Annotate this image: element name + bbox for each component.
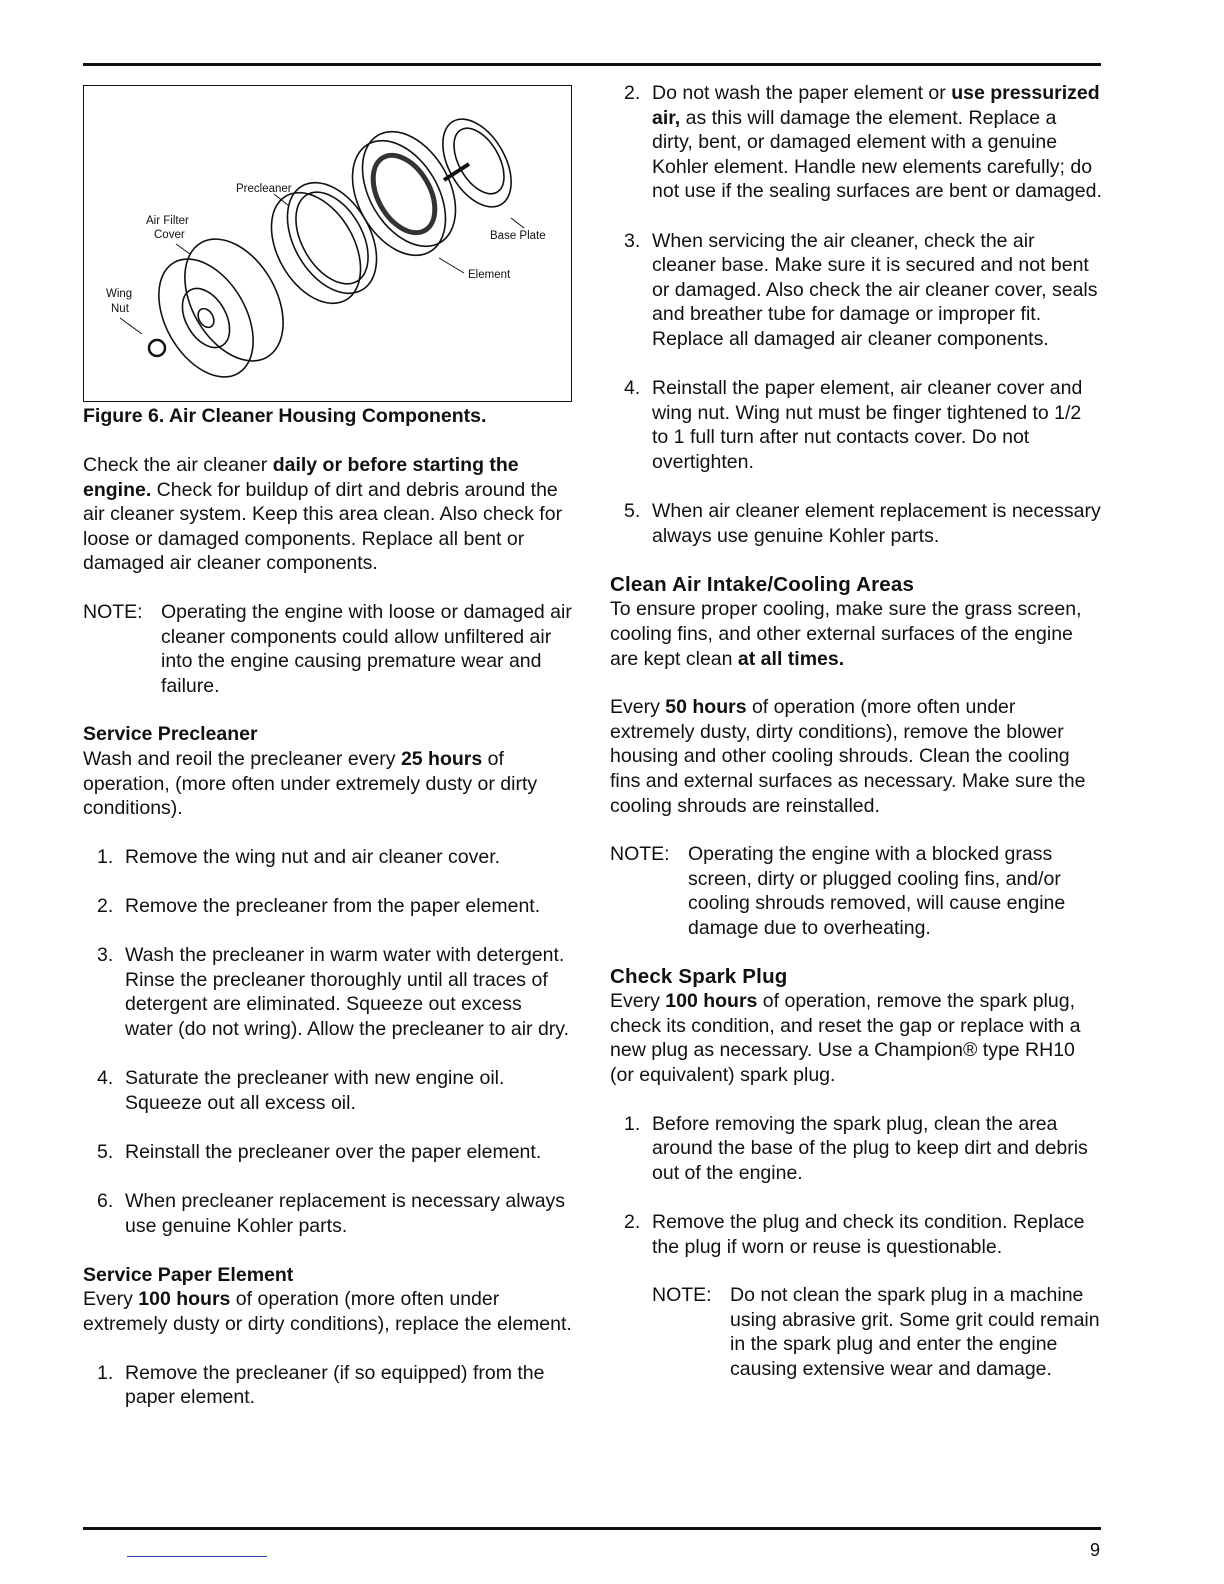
list-item: 4. Saturate the precleaner with new engine oil. Squeeze out all excess oil. bbox=[97, 1067, 505, 1114]
list-item: 3. Wash the precleaner in warm water with detergent. Rinse the precleaner thoroughly until all traces of detergent are eliminated. Squeeze out excess water (do not wring). Allow the precleaner to air dry. bbox=[97, 944, 570, 1040]
list-item: 3. When servicing the air cleaner, check the air cleaner base. Make sure it is secured and not bent or damaged. Also check the air cleaner cover, seals and breather tube for damage or improper fit. Replace all damaged air cleaner components. bbox=[624, 229, 1098, 350]
label-wing: Wing bbox=[106, 288, 133, 300]
list-item: 1. Remove the precleaner (if so equipped) from the paper element. bbox=[97, 1361, 545, 1409]
label-nut: Nut bbox=[111, 303, 129, 315]
heading-service-paper-element: Service Paper Element bbox=[83, 1263, 294, 1286]
list-item: 5. Reinstall the precleaner over the paper element. bbox=[97, 1140, 542, 1163]
intro-paragraph: Check the air cleaner daily or before starting the engine. Check for buildup of dirt and debris around the air cleaner system. Keep this area clean. Also check for loose or damaged components. Replace all bent or damaged air cleaner components. bbox=[83, 454, 563, 575]
label-element: Element bbox=[468, 269, 511, 281]
list-item: 2. Do not wash the paper element or use pressurized air, as this will damage the element. Replace a dirty, bent, or damaged element with a genuine Kohler element. Handle new elements carefully; do not use if the sealing surfaces are bent or damaged. bbox=[624, 82, 1102, 203]
left-column bbox=[83, 453, 573, 1434]
note-abrasive-grit: NOTE: Do not clean the spark plug in a machine using abrasive grit. Some grit could remain in the spark plug and enter the engine causing extensive wear and damage. bbox=[652, 1284, 1100, 1380]
bottom-rule bbox=[83, 1527, 1101, 1530]
list-item: 4. Reinstall the paper element, air cleaner cover and wing nut. Wing nut must be finger tightened to 1/2 to 1 full turn after nut contacts cover. Do not overtighten. bbox=[624, 377, 1083, 473]
list-item: 2. Remove the precleaner from the paper element. bbox=[97, 894, 541, 917]
figure-caption: Figure 6. Air Cleaner Housing Components. bbox=[83, 405, 487, 427]
precleaner-steps bbox=[83, 845, 573, 1239]
heading-check-spark-plug: Check Spark Plug bbox=[610, 964, 788, 988]
spark-paragraph: Every 100 hours of operation, remove the spark plug, check its condition, and reset the gap or replace with a new plug as necessary. Use a Champion® type RH10 (or equivalent) spark plug. bbox=[610, 990, 1081, 1086]
figure-air-cleaner bbox=[83, 85, 572, 402]
right-column bbox=[610, 81, 1102, 1382]
paper-steps-continued bbox=[610, 81, 1102, 548]
note-loose-components: NOTE: Operating the engine with loose or damaged air cleaner components could allow unfiltered air into the engine causing premature wear and failure. bbox=[83, 600, 572, 697]
note-overheating: NOTE: Operating the engine with a blocked grass screen, dirty or plugged cooling fins, and/or cooling shrouds removed, will cause engine damage due to overheating. bbox=[610, 843, 1066, 939]
list-item: 6. When precleaner replacement is necessary always use genuine Kohler parts. bbox=[97, 1190, 566, 1237]
label-base-plate: Base Plate bbox=[490, 230, 546, 242]
footer-mark bbox=[127, 1556, 267, 1557]
heading-clean-air-intake: Clean Air Intake/Cooling Areas bbox=[610, 572, 915, 596]
list-item: 1. Before removing the spark plug, clean the area around the base of the plug to keep dirt and debris out of the engine. bbox=[624, 1112, 1088, 1184]
page-number: 9 bbox=[1090, 1540, 1101, 1560]
label-air-filter: Air Filter bbox=[146, 215, 189, 227]
precleaner-paragraph: Wash and reoil the precleaner every 25 hours of operation, (more often under extremely dusty or dirty conditions). bbox=[83, 747, 538, 820]
air-cleaner-diagram bbox=[84, 86, 573, 403]
spark-steps bbox=[610, 1112, 1102, 1260]
label-cover: Cover bbox=[154, 229, 185, 241]
paper-paragraph: Every 100 hours of operation (more often under extremely dusty or dirty conditions), replace the element. bbox=[83, 1288, 572, 1335]
list-item: 2. Remove the plug and check its condition. Replace the plug if worn or reuse is questionable. bbox=[624, 1210, 1085, 1258]
paper-steps bbox=[83, 1361, 573, 1410]
list-item: 1. Remove the wing nut and air cleaner cover. bbox=[97, 845, 501, 868]
intake-paragraph: To ensure proper cooling, make sure the grass screen, cooling fins, and other external surfaces of the engine are kept clean at all times. bbox=[610, 598, 1082, 670]
top-rule bbox=[83, 63, 1101, 66]
list-item: 5. When air cleaner element replacement is necessary always use genuine Kohler parts. bbox=[624, 500, 1101, 547]
heading-service-precleaner: Service Precleaner bbox=[83, 723, 258, 746]
label-precleaner: Precleaner bbox=[236, 183, 292, 195]
cooling-paragraph: Every 50 hours of operation (more often under extremely dusty, dirty conditions), remove the blower housing and other cooling shrouds. Clean the cooling fins and external surfaces as necessary. Make sure the cooling shrouds are reinstalled. bbox=[610, 696, 1086, 817]
